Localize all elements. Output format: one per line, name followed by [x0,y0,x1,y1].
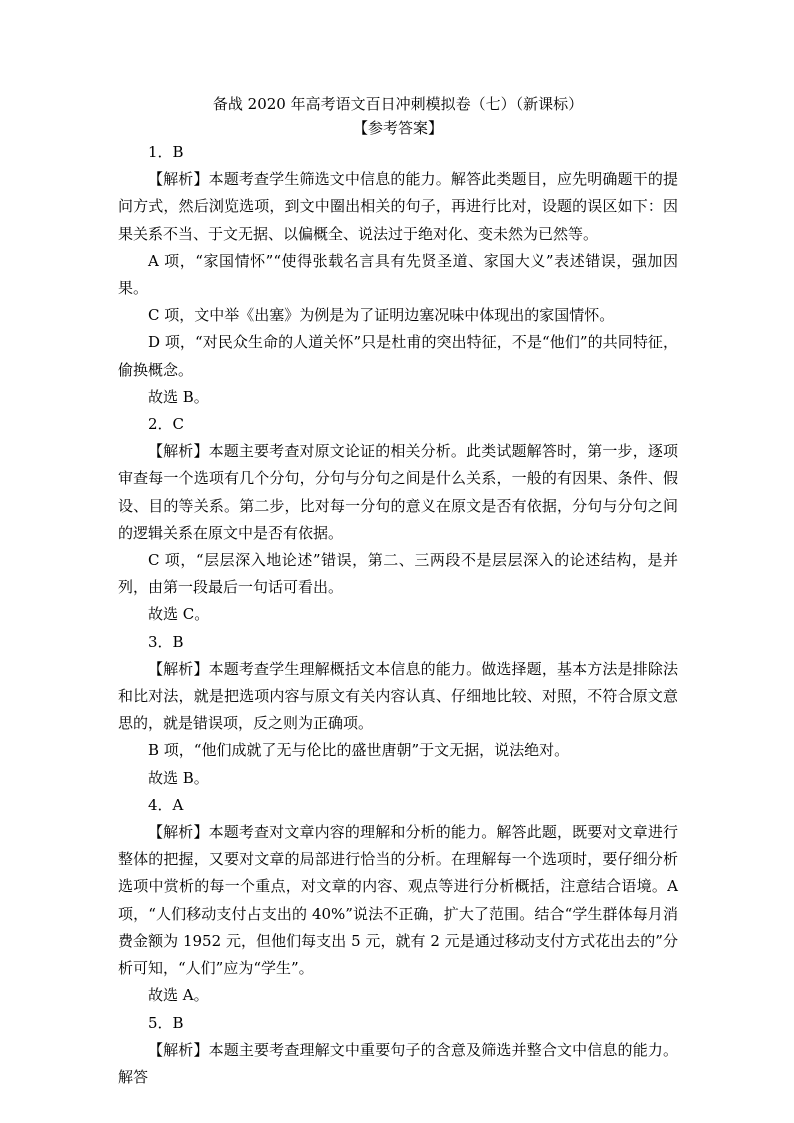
answer-number-1: 1．B [148,143,184,161]
option-explanation: A 项，“家国情怀”“使得张载名言具有先贤圣道、家国大义”表述错误，强加因果。 [118,251,678,298]
answer-number-3: 3．B [148,632,184,651]
answer-conclusion: 故选 B。 [148,387,209,406]
analysis-paragraph: 【解析】本题考查对文章内容的理解和分析的能力。解答此题，既要对文章进行整体的把握，又要对文章的局部进行恰当的分析。在理解每一个选项时，要仔细分析选项中赏析的每一个重点，对文章的内容、观点等进行分析概括，注意结合语境。A 项，“人们移动支付占支出的 40%”说法不正确，扩大了范围。结合“学生群体每月消费金额为 1952 元，但他们每支出 5 元，就有 2 元是通过移动支付方式花出去的”分析可知，“人们”应为“学生”。 [118,823,678,978]
option-explanation: C 项，文中举《出塞》为例是为了证明边塞况味中体现出的家国情怀。 [148,306,615,325]
answer-number-4: 4．A [148,795,184,814]
answer-heading: 【参考答案】 [352,119,443,137]
answer-conclusion: 故选 C。 [148,605,210,624]
analysis-paragraph: 【解析】本题考查学生筛选文中信息的能力。解答此类题目，应先明确题干的提问方式，然后浏览选项，到文中圈出相关的句子，再进行比对，设题的误区如下：因果关系不当、于文无据、以偏概全、说法过于绝对化、变未然为已然等。 [118,170,678,243]
analysis-paragraph: 【解析】本题主要考查理解文中重要句子的含意及筛选并整合文中信息的能力。解答 [118,1040,678,1086]
option-explanation: D 项，“对民众生命的人道关怀”只是杜甫的突出特征，不是“他们”的共同特征，偷换概念。 [118,333,678,379]
document-page [118,94,678,1091]
answer-conclusion: 故选 B。 [148,768,209,787]
answer-number-2: 2．C [148,415,185,434]
option-explanation: C 项，“层层深入地论述”错误，第二、三两段不是层层深入的论述结构，是并列，由第一段最后一句话可看出。 [118,551,678,597]
analysis-paragraph: 【解析】本题考查学生理解概括文本信息的能力。做选择题，基本方法是排除法和比对法，就是把选项内容与原文有关内容认真、仔细地比较、对照，不符合原文意思的，就是错误项，反之则为正确项。 [118,659,678,733]
option-explanation: B 项，“他们成就了无与伦比的盛世唐朝”于文无据，说法绝对。 [148,741,570,760]
answer-conclusion: 故选 A。 [148,986,209,1005]
analysis-paragraph: 【解析】本题主要考查对原文论证的相关分析。此类试题解答时，第一步，逐项审查每一个选项有几个分句，分句与分句之间是什么关系，一般的有因果、条件、假设、目的等关系。第二步，比对每一分句的意义在原文是否有依据，分句与分句之间的逻辑关系在原文中是否有依据。 [118,442,678,542]
answer-number-5: 5．B [148,1013,184,1032]
document-title: 备战 2020 年高考语文百日冲刺模拟卷（七）（新课标） [212,95,584,113]
